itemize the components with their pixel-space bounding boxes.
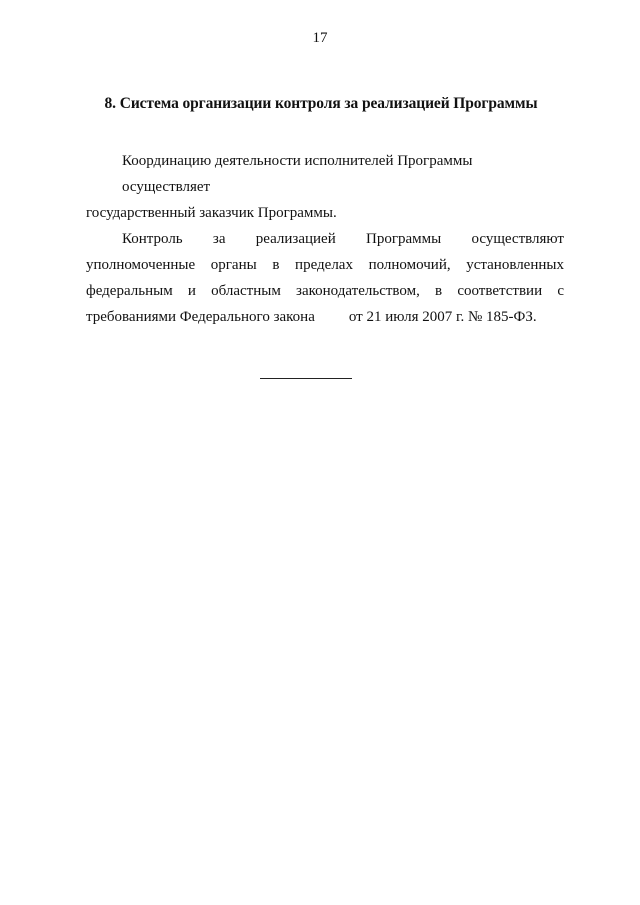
paragraph-2-line-4 [86,304,564,330]
word: пределах [295,257,353,273]
word: Контроль [122,231,183,247]
word: федеральным [86,283,173,299]
word: в [272,257,280,273]
word: осуществляют [471,231,564,247]
word: установленных [466,257,564,273]
word: областным [211,283,281,299]
word: законодательством, [296,283,420,299]
document-body [86,148,564,330]
paragraph-2-line-3 [86,278,564,304]
word: реализацией [255,231,336,247]
paragraph-2-text-4b: от 21 июля 2007 г. № 185-ФЗ. [348,309,537,325]
word: уполномоченные [86,257,196,273]
paragraph-1-line-2: государственный заказчик Программы. [86,205,337,221]
word: и [187,283,196,299]
word: органы [210,257,257,273]
word: в [435,283,443,299]
word: за [212,231,226,247]
paragraph-2-line-2 [86,252,564,278]
word: с [557,283,564,299]
word: Программы [366,231,442,247]
paragraph-1-text-1: Координацию деятельности исполнителей Программы осуществляет [122,153,473,195]
paragraph-2-line-1 [86,226,564,252]
page-number: 17 [312,30,328,46]
word: соответствии [457,283,543,299]
section-heading: 8. Система организации контроля за реализацией Программы [104,95,538,112]
paragraph-1-line-1 [86,148,564,200]
word: полномочий, [368,257,451,273]
end-divider [260,378,352,379]
paragraph-2-text-4a: требованиями Федерального закона [86,309,315,325]
